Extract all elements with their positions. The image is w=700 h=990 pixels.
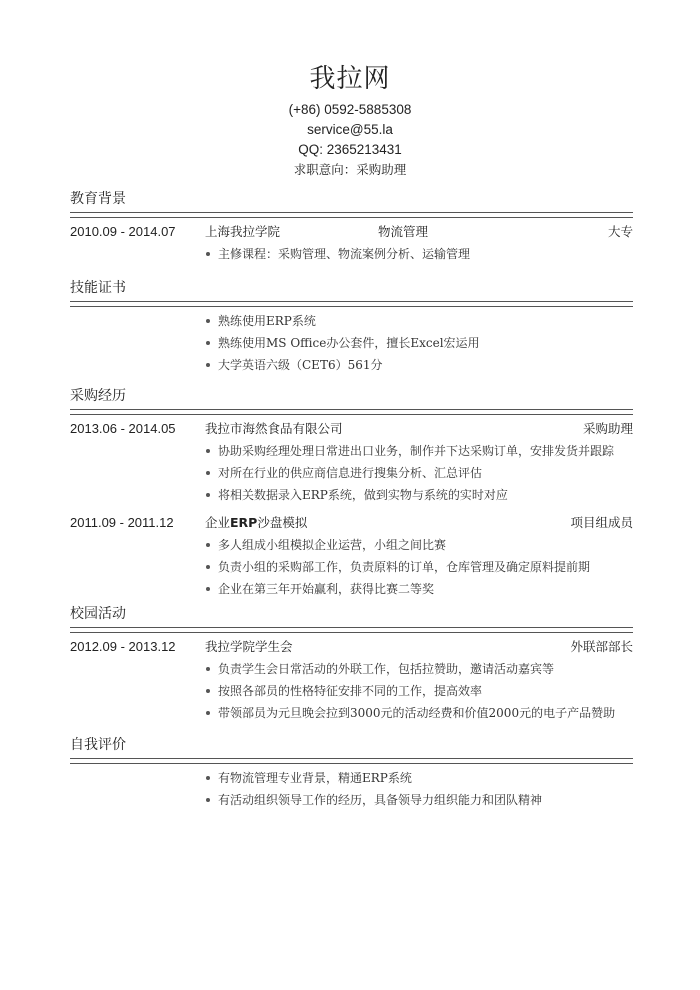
list-item: 负责学生会日常活动的外联工作，包括拉赞助，邀请活动嘉宾等 [205,658,633,680]
section-title: 采购经历 [70,388,126,404]
bullet-list [70,440,633,506]
section-title: 技能证书 [70,280,126,296]
list-item: 协助采购经理处理日常进出口业务，制作并下达采购订单，安排发货并跟踪 [205,440,633,462]
project-name [205,512,307,534]
company-name: 我拉市海然食品有限公司 [205,421,343,436]
entry-date: 2010.09 - 2014.07 [70,224,176,239]
resume-header [0,62,700,180]
list-item: 有活动组织领导工作的经历，具备领导力组织能力和团队精神 [205,789,633,811]
section-divider [70,627,633,633]
bullet-list [70,658,633,724]
campus-section [70,604,633,724]
education-section [70,189,633,265]
list-item: 对所在行业的供应商信息进行搜集分析、汇总评估 [205,462,633,484]
education-entry [70,221,633,243]
entry-date: 2013.06 - 2014.05 [70,421,176,436]
experience-entry [70,418,633,440]
list-item: 多人组成小组模拟企业运营，小组之间比赛 [205,534,633,556]
section-divider [70,212,633,218]
entry-date: 2011.09 - 2011.12 [70,515,174,530]
bullet-list [70,310,633,376]
bullet-list [70,767,633,811]
experience-entry [70,512,633,534]
section-title: 校园活动 [70,606,126,622]
school-name: 上海我拉学院 [205,224,281,239]
project-name-suffix: 沙盘模拟 [257,515,308,530]
self-eval-section [70,735,633,811]
job-role: 外联部部长 [570,639,633,654]
list-item: 主修课程：采购管理、物流案例分析、运输管理 [205,243,633,265]
job-intent: 求职意向：采购助理 [293,162,407,177]
experience-section [70,386,633,600]
phone-number: (+86) 0592-5885308 [288,102,412,117]
job-role: 采购助理 [582,421,633,436]
list-item: 按照各部员的性格特征安排不同的工作，提高效率 [205,680,633,702]
degree: 大专 [607,224,633,239]
skills-section [70,278,633,376]
email-address: service@55.la [307,122,393,137]
list-item: 大学英语六级（CET6）561分 [205,354,633,376]
list-item: 熟练使用ERP系统 [205,310,633,332]
section-divider [70,758,633,764]
section-title: 教育背景 [70,191,126,207]
candidate-name: 我拉网 [309,64,391,94]
entry-date: 2012.09 - 2013.12 [70,639,176,654]
campus-entry [70,636,633,658]
section-divider [70,301,633,307]
project-name-bold: ERP [230,515,258,530]
organization-name: 我拉学院学生会 [205,639,293,654]
list-item: 有物流管理专业背景，精通ERP系统 [205,767,633,789]
section-divider [70,409,633,415]
list-item: 负责小组的采购部工作，负责原料的订单，仓库管理及确定原料提前期 [205,556,633,578]
major-name: 物流管理 [378,224,429,239]
job-role: 项目组成员 [570,515,633,530]
section-title: 自我评价 [70,737,126,753]
project-name-prefix: 企业 [205,515,231,530]
bullet-list [70,243,633,265]
list-item: 带领部员为元旦晚会拉到3000元的活动经费和价值2000元的电子产品赞助 [205,702,633,724]
list-item: 将相关数据录入ERP系统，做到实物与系统的实时对应 [205,484,633,506]
bullet-list [70,534,633,600]
list-item: 熟练使用MS Office办公套件，擅长Excel宏运用 [205,332,633,354]
list-item: 企业在第三年开始赢利，获得比赛二等奖 [205,578,633,600]
qq-number: QQ: 2365213431 [298,142,402,157]
